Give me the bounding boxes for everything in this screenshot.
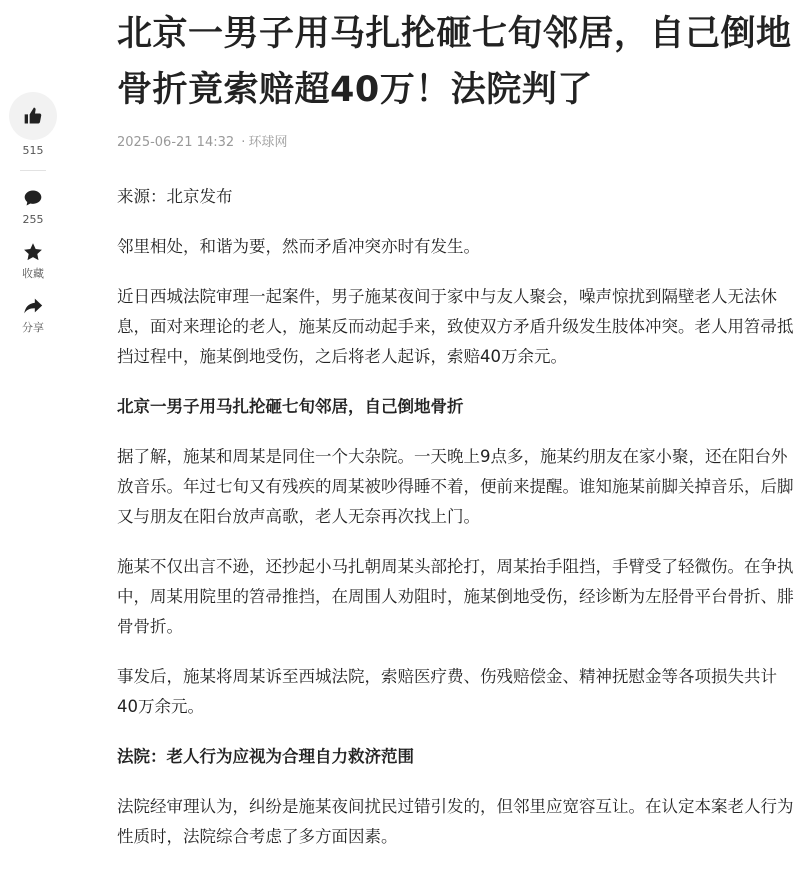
- like-button[interactable]: [9, 92, 57, 158]
- star-icon: [22, 241, 44, 263]
- article-body: [117, 182, 797, 852]
- like-circle[interactable]: [9, 92, 57, 140]
- paragraph: 邻里相处，和谐为要，然而矛盾冲突亦时有发生。: [117, 237, 480, 256]
- like-count: 515: [22, 144, 44, 157]
- article-source[interactable]: 环球网: [248, 135, 288, 150]
- action-rail: [8, 92, 58, 335]
- star-icon-wrap[interactable]: [22, 241, 44, 263]
- paragraph: 近日西城法院审理一起案件，男子施某夜间于家中与友人聚会，噪声惊扰到隔壁老人无法休息，面对来理论的老人，施某反而动起手来，致使双方矛盾升级发生肢体冲突。老人用笤帚抵挡过程中，施某倒地受伤，之后将老人起诉，索赔40万余元。: [117, 287, 794, 366]
- section-heading: 北京一男子用马扎抡砸七旬邻居，自己倒地骨折: [117, 397, 464, 416]
- paragraph: 法院经审理认为，纠纷是施某夜间扰民过错引发的，但邻里应宽容互让。在认定本案老人行为性质时，法院综合考虑了多方面因素。: [117, 797, 794, 846]
- comment-icon-wrap[interactable]: [22, 187, 44, 209]
- article-meta: [117, 134, 797, 152]
- publish-date: 2025-06-21 14:32: [117, 135, 235, 150]
- article-title: 北京一男子用马扎抡砸七旬邻居，自己倒地骨折竟索赔超40万！法院判了: [117, 14, 792, 110]
- comment-icon: [23, 188, 43, 208]
- paragraph: 事发后，施某将周某诉至西城法院，索赔医疗费、伤残赔偿金、精神抚慰金等各项损失共计40万余元。: [117, 667, 777, 716]
- share-label: 分享: [22, 321, 44, 334]
- section-heading: 法院：老人行为应视为合理自力救济范围: [117, 747, 414, 766]
- rail-divider: [20, 170, 46, 171]
- article: [117, 0, 797, 872]
- paragraph-source: 来源：北京发布: [117, 187, 233, 206]
- paragraph: 施某不仅出言不逊，还抄起小马扎朝周某头部抡打，周某抬手阻挡，手臂受了轻微伤。在争执中，周某用院里的笤帚推挡，在周围人劝阻时，施某倒地受伤，经诊断为左胫骨平台骨折、腓骨骨折。: [117, 557, 794, 636]
- thumbs-up-icon: [23, 106, 43, 126]
- comment-count: 255: [22, 213, 44, 226]
- comment-button[interactable]: [22, 187, 44, 227]
- share-icon: [22, 295, 44, 317]
- share-button[interactable]: [22, 295, 44, 335]
- favorite-label: 收藏: [22, 267, 44, 280]
- favorite-button[interactable]: [22, 241, 44, 281]
- paragraph: 据了解，施某和周某是同住一个大杂院。一天晚上9点多，施某约朋友在家小聚，还在阳台外放音乐。年过七旬又有残疾的周某被吵得睡不着，便前来提醒。谁知施某前脚关掉音乐，后脚又与朋友在阳台放声高歌，老人无奈再次找上门。: [117, 447, 794, 526]
- meta-separator: ·: [241, 135, 246, 150]
- share-icon-wrap[interactable]: [22, 295, 44, 317]
